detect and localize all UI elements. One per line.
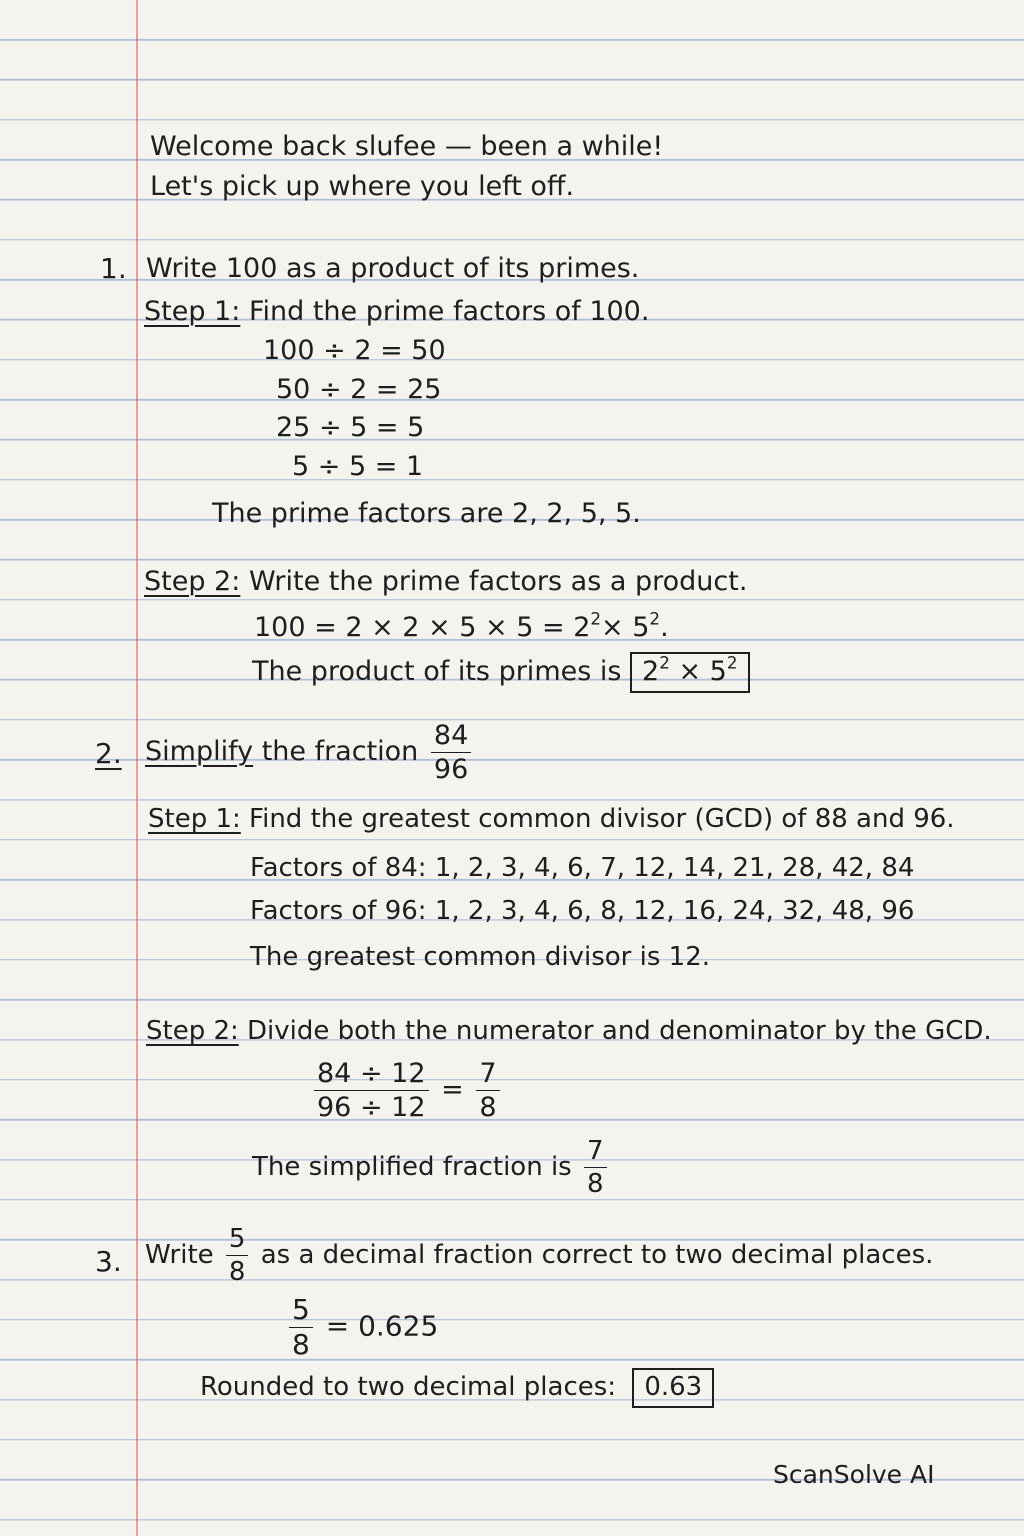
q3-prompt-b: as a decimal fraction correct to two decimal places. xyxy=(260,1240,934,1270)
q1-step-1-label: Step 1: xyxy=(144,296,241,327)
question-1-prompt: Write 100 as a product of its primes. xyxy=(146,253,640,284)
q2-gcd-line: The greatest common divisor is 12. xyxy=(250,942,711,972)
q2-number-text: 2. xyxy=(95,737,122,770)
scansolve-signature: ScanSolve AI xyxy=(773,1460,935,1489)
q1-answer-exponent-2: 2 xyxy=(726,652,738,673)
q2-simplified-denominator: 8 xyxy=(586,1169,604,1199)
q1-step-1 xyxy=(144,298,649,325)
q3-answer-box xyxy=(632,1368,714,1408)
q1-answer-line xyxy=(252,652,750,693)
q2-simplified-prefix: The simplified fraction is xyxy=(252,1152,572,1182)
q2-factors-84: Factors of 84: 1, 2, 3, 4, 6, 7, 12, 14, 21, 28, 42, 84 xyxy=(250,853,915,883)
q3-fraction-denominator: 8 xyxy=(228,1257,246,1287)
q2-step-2-label: Step 2: xyxy=(146,1016,239,1046)
q3-prompt-a: Write xyxy=(145,1240,214,1270)
q1-division-2: 50 ÷ 2 = 25 xyxy=(276,374,442,405)
q1-eq-exponent-1: 2 xyxy=(590,608,602,629)
q2-calc-fraction xyxy=(314,1060,429,1121)
question-3-prompt xyxy=(145,1226,933,1285)
question-2-number xyxy=(95,737,122,770)
q1-step-2-label: Step 2: xyxy=(144,566,241,597)
question-2-prompt xyxy=(145,722,475,783)
q1-answer-prefix: The product of its primes is xyxy=(252,656,622,687)
q3-fraction-numerator: 5 xyxy=(226,1226,249,1256)
q1-answer-base-1: 2 xyxy=(642,656,660,687)
q2-simplified-line xyxy=(252,1138,611,1197)
q1-prime-factors-line: The prime factors are 2, 2, 5, 5. xyxy=(212,498,641,529)
q1-step-2 xyxy=(144,568,747,595)
q2-step-1 xyxy=(148,806,955,832)
q2-step-1-label: Step 1: xyxy=(148,804,241,834)
question-3-number: 3. xyxy=(95,1245,122,1278)
q2-prompt-word: Simplify xyxy=(145,736,254,767)
q1-eq-exponent-2: 2 xyxy=(649,608,661,629)
q1-step-1-text: Find the prime factors of 100. xyxy=(248,296,650,327)
q2-division-calculation xyxy=(310,1060,504,1121)
q3-eq-rhs: = 0.625 xyxy=(325,1309,439,1343)
q3-rounded-line xyxy=(200,1368,714,1408)
q1-eq-left: 100 = 2 × 2 × 5 × 5 = 2 xyxy=(254,612,591,643)
question-1-number: 1. xyxy=(100,252,127,285)
q2-calc-result xyxy=(476,1060,499,1121)
q1-division-1: 100 ÷ 2 = 50 xyxy=(263,335,446,366)
q1-division-4: 5 ÷ 5 = 1 xyxy=(292,451,424,482)
q1-eq-mid: × 5 xyxy=(601,612,650,643)
q2-calc-bottom: 96 ÷ 12 xyxy=(317,1092,426,1123)
q3-eq-denominator: 8 xyxy=(292,1328,310,1361)
q2-result-denominator: 8 xyxy=(479,1092,497,1123)
q2-calc-equals: = xyxy=(441,1074,464,1105)
q3-rounded-label: Rounded to two decimal places: xyxy=(200,1372,617,1402)
q3-prompt-fraction xyxy=(226,1226,249,1285)
q1-answer-mid: × 5 xyxy=(669,656,727,687)
greeting-line-2: Let's pick up where you left off. xyxy=(150,171,575,202)
q2-factors-96: Factors of 96: 1, 2, 3, 4, 6, 8, 12, 16, 24, 32, 48, 96 xyxy=(250,896,915,926)
q2-fraction-numerator: 84 xyxy=(431,722,471,753)
q2-prompt-rest: the fraction xyxy=(261,736,419,767)
q1-answer-exponent-1: 2 xyxy=(659,652,670,673)
q3-eq-numerator: 5 xyxy=(289,1296,313,1328)
q1-product-equation xyxy=(254,608,669,643)
q2-step-2 xyxy=(146,1018,992,1044)
q2-simplified-numerator: 7 xyxy=(584,1138,607,1168)
q1-eq-end: . xyxy=(660,612,669,643)
q3-rounded-value: 0.63 xyxy=(644,1372,703,1402)
q2-calc-top: 84 ÷ 12 xyxy=(314,1060,429,1091)
q2-prompt-fraction xyxy=(431,722,471,783)
q2-fraction-denominator: 96 xyxy=(433,754,469,785)
q2-result-numerator: 7 xyxy=(476,1060,499,1091)
q3-eq-fraction xyxy=(289,1293,313,1361)
notebook-margin-line xyxy=(136,0,138,1536)
q1-division-3: 25 ÷ 5 = 5 xyxy=(276,412,425,443)
q1-answer-box xyxy=(630,652,749,693)
q2-step-1-text: Find the greatest common divisor (GCD) of 88 and 96. xyxy=(249,804,955,834)
q2-simplified-fraction xyxy=(584,1138,607,1197)
q1-step-2-text: Write the prime factors as a product. xyxy=(248,566,748,597)
q3-decimal-equation xyxy=(285,1293,439,1361)
q2-step-2-text: Divide both the numerator and denominator by the GCD. xyxy=(247,1016,992,1046)
greeting-line-1: Welcome back slufee — been a while! xyxy=(150,131,664,162)
